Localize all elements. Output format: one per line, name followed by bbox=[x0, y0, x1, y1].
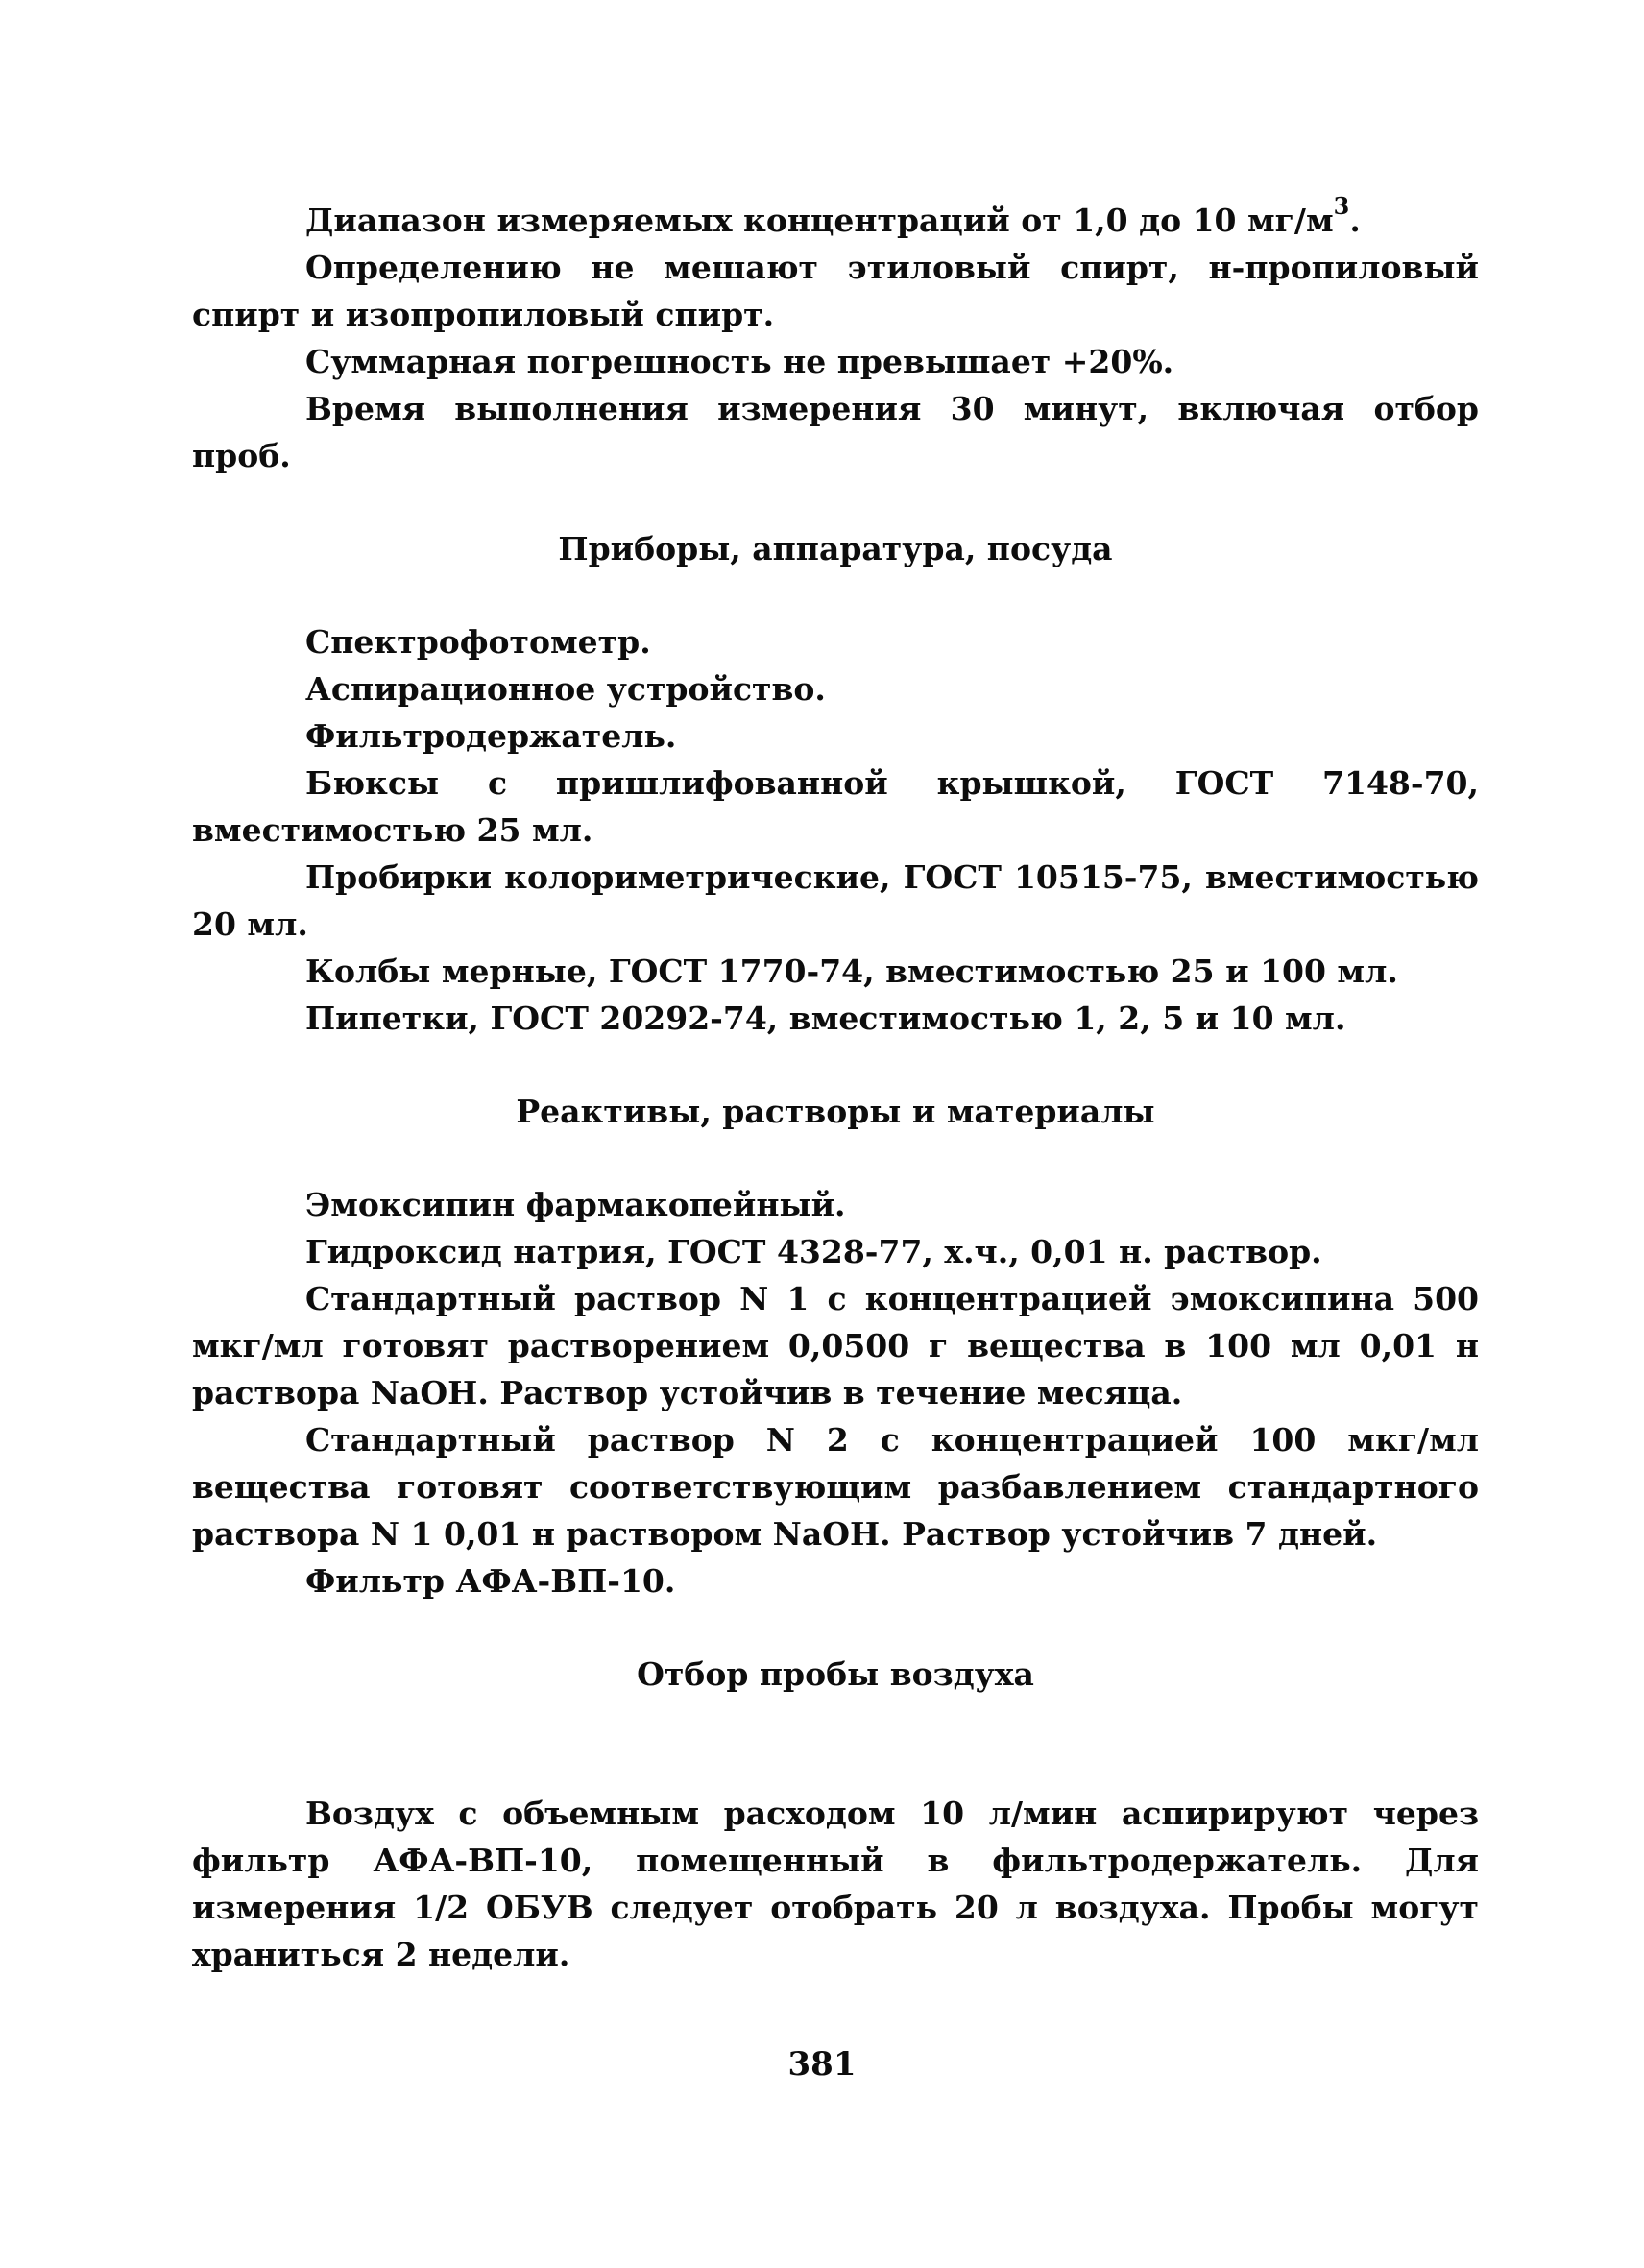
equipment-item: Спектрофотометр. bbox=[305, 623, 651, 661]
reagent-item: Эмоксипин фармакопейный. bbox=[305, 1186, 846, 1223]
reagent-item: Гидроксид натрия, ГОСТ 4328-77, х.ч., 0,01 н. раствор. bbox=[305, 1233, 1322, 1270]
equipment-item: Пипетки, ГОСТ 20292-74, вместимостью 1, 2, 5 и 10 мл. bbox=[305, 1000, 1346, 1037]
page-number: 381 bbox=[787, 2045, 857, 2084]
measurement-range-paragraph: Диапазон измеряемых концентраций от 1,0 до 10 $мг/м^3$. bbox=[305, 192, 1361, 239]
reagent-item: Стандартный раствор N 2 с концентрацией 100 мкг/мл вещества готовят соответствующим разбавлением стандартного раствора N 1 0,01 н раствором NaOH. Раствор устойчив 7 дней. bbox=[192, 1421, 1479, 1553]
equipment-item: Пробирки колориметрические, ГОСТ 10515-75, вместимостью 20 мл. bbox=[192, 858, 1479, 943]
equipment-item: Фильтродержатель. bbox=[305, 717, 677, 755]
error-paragraph: Суммарная погрешность не превышает +20%. bbox=[305, 343, 1174, 380]
page-content bbox=[192, 192, 1479, 1978]
interference-paragraph: Определению не мешают этиловый спирт, н-пропиловый спирт и изопропиловый спирт. bbox=[192, 249, 1479, 333]
duration-paragraph: Время выполнения измерения 30 минут, включая отбор проб. bbox=[192, 390, 1479, 474]
reagent-item: Фильтр АФА-ВП-10. bbox=[305, 1562, 676, 1600]
equipment-item: Бюксы с пришлифованной крышкой, ГОСТ 7148-70, вместимостью 25 мл. bbox=[192, 764, 1479, 849]
equipment-item: Колбы мерные, ГОСТ 1770-74, вместимостью 25 и 100 мл. bbox=[305, 953, 1398, 990]
equipment-heading: Приборы, аппаратура, посуда bbox=[558, 530, 1113, 567]
reagents-heading: Реактивы, растворы и материалы bbox=[516, 1093, 1155, 1130]
sampling-heading: Отбор пробы воздуха bbox=[637, 1655, 1034, 1693]
equipment-item: Аспирационное устройство. bbox=[305, 670, 826, 708]
sampling-paragraph: Воздух с объемным расходом 10 л/мин аспирируют через фильтр АФА-ВП-10, помещенный в фильтродержатель. Для измерения 1/2 ОБУВ следует отобрать 20 л воздуха. Пробы могут храниться 2 недели. bbox=[192, 1795, 1479, 1973]
reagent-item: Стандартный раствор N 1 с концентрацией эмоксипина 500 мкг/мл готовят растворением 0,0500 г вещества в 100 мл 0,01 н раствора NaOH. Раствор устойчив в течение месяца. bbox=[192, 1280, 1479, 1411]
superscript-cubic: 3 bbox=[1333, 192, 1350, 220]
